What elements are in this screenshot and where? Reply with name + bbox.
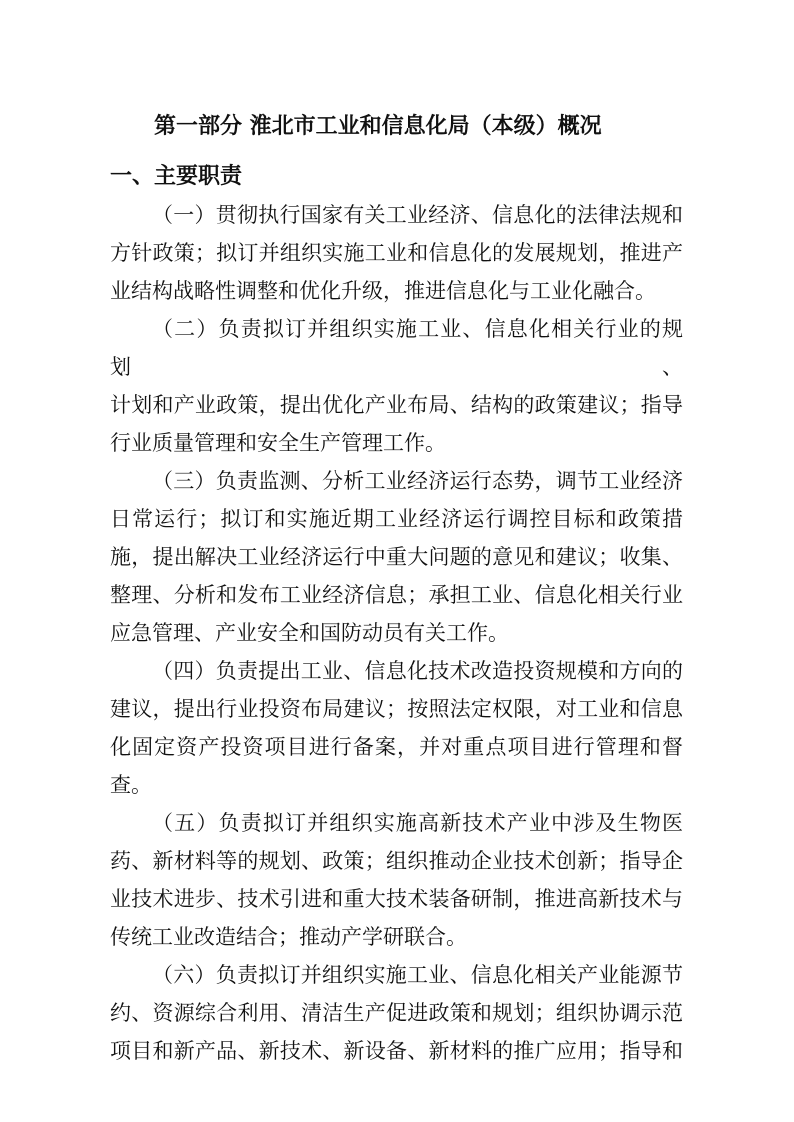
body-paragraph [110,196,683,310]
text-line: 日常运行；拟订和实施近期工业经济运行调控目标和政策措 [110,507,683,531]
text-line: 药、新材料等的规划、政策；组织推动企业技术创新；指导企 [110,849,683,873]
body-paragraph [110,310,683,462]
text-line: 整理、分析和发布工业经济信息；承担工业、信息化相关行业 [110,583,683,607]
section-heading: 一、主要职责 [110,164,243,189]
text-line: （五）负责拟订并组织实施高新技术产业中涉及生物医 [152,811,683,835]
body-paragraph [110,804,683,956]
text-line: （一）贯彻执行国家有关工业经济、信息化的法律法规和 [152,203,683,227]
text-line: （四）负责提出工业、信息化技术改造投资规模和方向的 [152,659,683,683]
text-line: 化固定资产投资项目进行备案，并对重点项目进行管理和督 [110,735,683,759]
text-line: 应急管理、产业安全和国防动员有关工作。 [110,621,509,645]
text-line: 行业质量管理和安全生产管理工作。 [110,431,446,455]
text-line: 方针政策；拟订并组织实施工业和信息化的发展规划，推进产 [110,241,683,265]
text-line: 项目和新产品、新技术、新设备、新材料的推广应用；指导和 [110,1039,683,1063]
body-paragraph [110,462,683,652]
text-line: （六）负责拟订并组织实施工业、信息化相关产业能源节 [152,963,683,987]
text-line: 施，提出解决工业经济运行中重大问题的意见和建议；收集、 [110,545,683,569]
text-line: 建议，提出行业投资布局建议；按照法定权限，对工业和信息 [110,697,683,721]
text-line: 查。 [110,773,152,797]
text-line: 业技术进步、技术引进和重大技术装备研制，推进高新技术与 [110,887,683,911]
text-line: （三）负责监测、分析工业经济运行态势，调节工业经济 [152,469,683,493]
body-paragraph [110,956,683,1070]
body-paragraph [110,652,683,804]
text-line: （二）负责拟订并组织实施工业、信息化相关行业的规划、 [110,317,683,379]
document-body [110,196,683,1070]
text-line: 业结构战略性调整和优化升级，推进信息化与工业化融合。 [110,279,656,303]
text-line: 约、资源综合利用、清洁生产促进政策和规划；组织协调示范 [110,1001,683,1025]
text-line: 计划和产业政策，提出优化产业布局、结构的政策建议；指导 [110,393,683,417]
text-line: 传统工业改造结合；推动产学研联合。 [110,925,467,949]
document-title: 第一部分 淮北市工业和信息化局（本级）概况 [154,114,602,139]
